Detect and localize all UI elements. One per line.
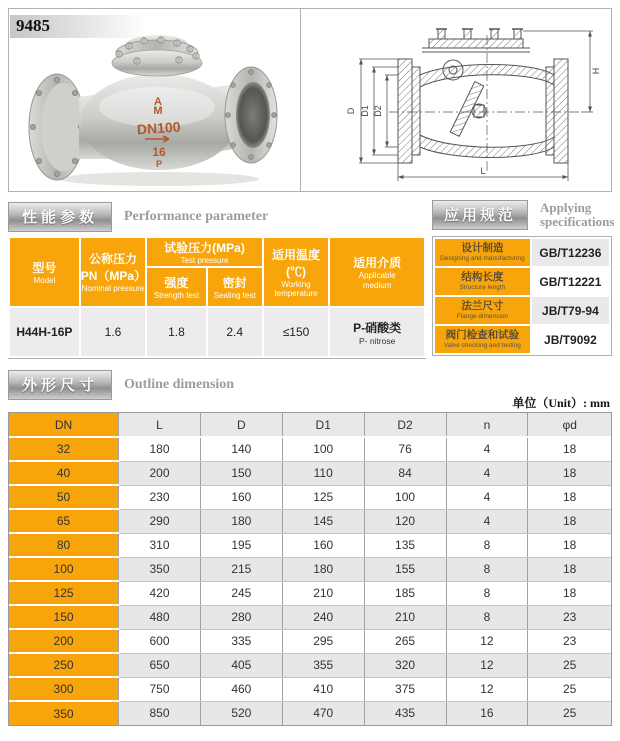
header-n: n [446,413,528,437]
dim-cell: 23 [528,629,611,653]
dn-cell: 350 [9,701,119,725]
perf-header-strength: 强度 Strength test [146,267,206,307]
dim-cell: 295 [282,629,364,653]
product-code-label: 9485 [10,15,148,38]
dimension-row [9,509,611,533]
dim-cell: 110 [282,461,364,485]
performance-table [8,236,426,358]
spec-name-cell: 结构长度 Structure length [434,267,531,296]
dim-label-h: H [591,67,601,75]
dim-cell: 140 [200,437,282,461]
dim-cell: 12 [446,653,528,677]
dim-cell: 470 [282,701,364,725]
dim-cell: 265 [364,629,446,653]
spec-row [434,238,610,267]
dim-cell: 4 [446,437,528,461]
performance-table-wrap [8,236,426,359]
dim-cell: 405 [200,653,282,677]
dn-cell: 150 [9,605,119,629]
perf-header-sealing: 密封 Sealing test [207,267,263,307]
performance-badge: 性能参数 [8,202,112,232]
dim-cell: 25 [528,653,611,677]
header-dn: DN [9,413,119,437]
dim-cell: 520 [200,701,282,725]
dimension-row [9,437,611,461]
dim-label-d1: D1 [360,105,370,117]
dim-cell: 210 [364,605,446,629]
outline-table-wrap [8,412,612,726]
dn-cell: 100 [9,557,119,581]
dim-cell: 480 [119,605,201,629]
dim-cell: 100 [282,437,364,461]
outline-table [9,413,611,725]
dim-cell: 8 [446,581,528,605]
header-phi-d: φd [528,413,611,437]
dim-cell: 8 [446,533,528,557]
applying-badge-en: Applying specifications [540,199,615,229]
unit-note: 单位（Unit）: mm [512,396,610,410]
dimension-row [9,605,611,629]
spec-value-cell: GB/T12221 [531,267,610,296]
perf-sealing-value: 2.4 [207,307,263,357]
dn-cell: 40 [9,461,119,485]
valve-drawing [301,9,611,191]
dim-cell: 320 [364,653,446,677]
applying-badge: 应用规范 [432,200,528,230]
applying-table-wrap [432,236,612,356]
dim-cell: 215 [200,557,282,581]
dimension-row [9,701,611,725]
dimension-row [9,581,611,605]
dimension-row [9,557,611,581]
dn-cell: 50 [9,485,119,509]
logo-letter-m: M [153,105,163,117]
dim-cell: 12 [446,677,528,701]
dim-cell: 460 [200,677,282,701]
dn-cell: 250 [9,653,119,677]
header-l: L [119,413,201,437]
dim-cell: 210 [282,581,364,605]
spec-row [434,267,610,296]
dim-cell: 650 [119,653,201,677]
dn-cell: 80 [9,533,119,557]
dim-cell: 245 [200,581,282,605]
marking-dn: DN100 [136,118,181,138]
dim-cell: 435 [364,701,446,725]
dim-cell: 125 [282,485,364,509]
dim-cell: 230 [119,485,201,509]
header-d2: D2 [364,413,446,437]
dim-cell: 355 [282,653,364,677]
dim-cell: 350 [119,557,201,581]
dimension-row [9,485,611,509]
dim-cell: 160 [282,533,364,557]
dim-cell: 25 [528,677,611,701]
dim-cell: 200 [119,461,201,485]
dim-cell: 16 [446,701,528,725]
dim-cell: 155 [364,557,446,581]
dim-cell: 310 [119,533,201,557]
perf-medium-value: P-硝酸类 P- nitrose [329,307,425,357]
dim-cell: 18 [528,437,611,461]
perf-strength-value: 1.8 [146,307,206,357]
dim-cell: 100 [364,485,446,509]
dim-cell: 23 [528,605,611,629]
dim-cell: 8 [446,557,528,581]
dim-cell: 240 [282,605,364,629]
product-image-panel [8,8,612,192]
dimension-row [9,629,611,653]
drawing-illustration [301,9,611,191]
dim-cell: 12 [446,629,528,653]
dim-cell: 145 [282,509,364,533]
dim-cell: 410 [282,677,364,701]
outline-badge-en: Outline dimension [124,377,235,393]
dn-cell: 32 [9,437,119,461]
outline-table-body [9,437,611,725]
dim-cell: 4 [446,509,528,533]
dim-cell: 195 [200,533,282,557]
dim-cell: 185 [364,581,446,605]
performance-badge-en: Performance parameter [124,209,269,225]
dim-cell: 76 [364,437,446,461]
perf-temp-value: ≤150 [263,307,330,357]
dim-cell: 18 [528,557,611,581]
dim-cell: 18 [528,509,611,533]
dn-cell: 65 [9,509,119,533]
perf-header-pn: 公称压力 PN（MPa） Nominal pressure [80,237,147,307]
spec-name-cell: 设计制造 Designing and manufacturing [434,238,531,267]
outline-badge: 外形尺寸 [8,370,112,400]
spec-value-cell: JB/T79-94 [531,296,610,325]
header-d: D [200,413,282,437]
dim-cell: 750 [119,677,201,701]
dim-cell: 18 [528,461,611,485]
spec-row [434,296,610,325]
performance-section-header [8,202,268,232]
dim-label-d: D [346,107,356,115]
dim-cell: 135 [364,533,446,557]
dim-cell: 290 [119,509,201,533]
perf-header-medium: 适用介质 Applicable medium [329,237,425,307]
perf-model-value: H44H-16P [9,307,80,357]
dim-cell: 420 [119,581,201,605]
dim-cell: 4 [446,485,528,509]
dim-cell: 160 [200,485,282,509]
dim-cell: 4 [446,461,528,485]
dim-cell: 600 [119,629,201,653]
dim-cell: 8 [446,605,528,629]
dim-cell: 335 [200,629,282,653]
marking-pn: 16 [152,145,166,159]
dimension-row [9,461,611,485]
spec-value-cell: GB/T12236 [531,238,610,267]
dim-cell: 180 [282,557,364,581]
dim-cell: 375 [364,677,446,701]
outline-header-row [9,413,611,437]
applying-section-header [432,200,614,230]
dim-cell: 18 [528,533,611,557]
dim-cell: 180 [119,437,201,461]
spec-name-cell: 法兰尺寸 Flange dimension [434,296,531,325]
perf-header-temperature: 适用温度(℃) Working temperature [263,237,330,307]
perf-header-model: 型号 Model [9,237,80,307]
dim-cell: 180 [200,509,282,533]
dim-cell: 280 [200,605,282,629]
dim-cell: 120 [364,509,446,533]
dimension-row [9,677,611,701]
dn-cell: 300 [9,677,119,701]
spec-value-cell: JB/T9092 [531,325,610,354]
marking-material: P [155,159,163,169]
dim-cell: 18 [528,485,611,509]
dim-label-d2: D2 [373,105,383,117]
dim-cell: 850 [119,701,201,725]
perf-pn-value: 1.6 [80,307,147,357]
outline-section-header [8,370,234,400]
dn-cell: 200 [9,629,119,653]
perf-header-test-pressure: 试验压力(MPa) Test pressure [146,237,262,267]
dimension-row [9,533,611,557]
dim-label-l: L [480,166,486,176]
header-d1: D1 [282,413,364,437]
dim-cell: 25 [528,701,611,725]
spec-row [434,325,610,354]
applying-table-body [434,238,610,354]
dn-cell: 125 [9,581,119,605]
logo-letter-a: A [154,96,162,108]
dimension-row [9,653,611,677]
spec-name-cell: 阀门检查和试验 Valve checking and testing [434,325,531,354]
dim-cell: 18 [528,581,611,605]
dim-cell: 84 [364,461,446,485]
performance-data-row [9,307,425,357]
dim-cell: 150 [200,461,282,485]
applying-table [433,237,611,355]
